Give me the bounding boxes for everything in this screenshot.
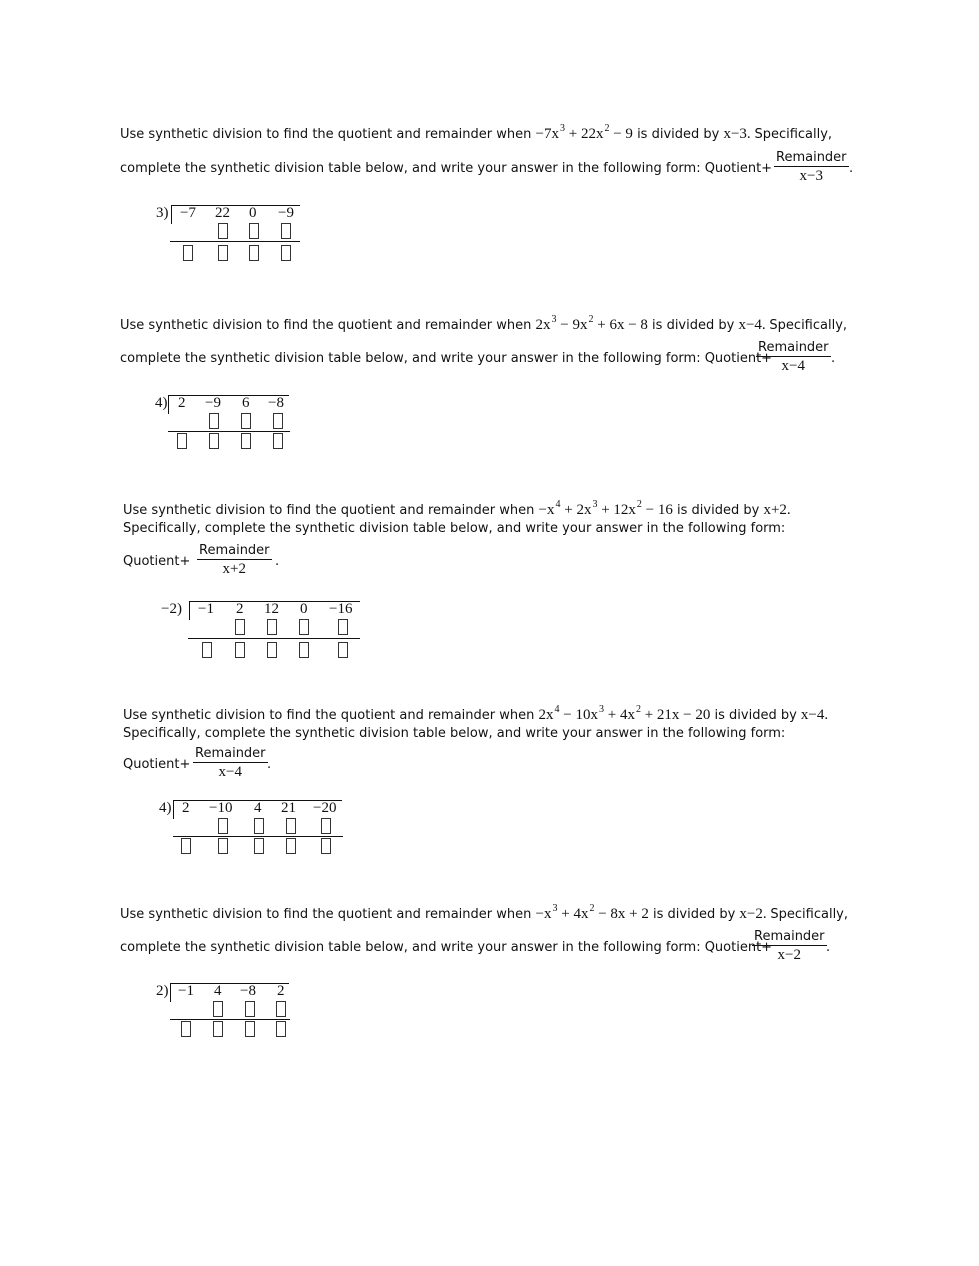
problem-2-instruction: complete the synthetic division table below, and write your answer in the following form: Quotient+ <box>120 351 773 366</box>
polynomial: $-x^4 + 2x^3 + 12x^2 - 16$ <box>538 499 673 518</box>
answer-box[interactable] <box>273 433 283 449</box>
problem-4-statement: Use synthetic division to find the quotient and remainder when $2x^4 - 10x^3 + 4x^2 + 21x - 20$ is divided by x−4. <box>123 704 829 723</box>
answer-box[interactable] <box>183 245 193 261</box>
answer-box[interactable] <box>245 1001 255 1017</box>
coefficient: 4 <box>214 983 222 999</box>
answer-box[interactable] <box>245 1021 255 1037</box>
answer-box[interactable] <box>218 245 228 261</box>
answer-box[interactable] <box>241 413 251 429</box>
problem-1-statement: Use synthetic division to find the quotient and remainder when $-7x^3 + 22x^2 - 9$ is divided by x−3. Specifically, <box>120 123 833 142</box>
coefficient: 2 <box>277 983 285 999</box>
answer-box[interactable] <box>209 413 219 429</box>
table-rule <box>188 638 360 639</box>
coefficient: 22 <box>215 205 230 221</box>
answer-box[interactable] <box>249 245 259 261</box>
coefficient: 21 <box>281 800 296 816</box>
remainder-fraction: Remainder x−4 <box>195 746 266 780</box>
quotient-label: Quotient+ <box>123 554 191 569</box>
problem-2-statement: Use synthetic division to find the quotient and remainder when $2x^3 - 9x^2 + 6x - 8$ is divided by x−4. Specifically, <box>120 314 848 333</box>
coefficient: −1 <box>198 601 214 617</box>
coefficient: −1 <box>178 983 194 999</box>
answer-box[interactable] <box>299 619 309 635</box>
answer-box[interactable] <box>299 642 309 658</box>
table-rule <box>173 836 343 837</box>
polynomial: $-x^3 + 4x^2 - 8x + 2$ <box>535 903 649 922</box>
answer-box[interactable] <box>276 1021 286 1037</box>
answer-box[interactable] <box>213 1021 223 1037</box>
divisor: x+2. <box>763 502 791 518</box>
answer-box[interactable] <box>213 1001 223 1017</box>
polynomial: $-7x^3 + 22x^2 - 9$ <box>535 123 633 142</box>
coefficient: 2 <box>178 395 186 411</box>
answer-box[interactable] <box>181 838 191 854</box>
coefficient: 12 <box>264 601 279 617</box>
answer-box[interactable] <box>286 838 296 854</box>
coefficient: 2 <box>236 601 244 617</box>
answer-box[interactable] <box>267 619 277 635</box>
coefficient: 2 <box>182 800 190 816</box>
remainder-fraction: Remainder x−3 <box>776 150 847 184</box>
answer-box[interactable] <box>209 433 219 449</box>
answer-box[interactable] <box>218 838 228 854</box>
table-divisor: 4) <box>159 800 172 816</box>
answer-box[interactable] <box>181 1021 191 1037</box>
table-divisor: 4) <box>155 395 168 411</box>
table-divisor: 2) <box>156 983 169 999</box>
answer-box[interactable] <box>218 223 228 239</box>
answer-box[interactable] <box>267 642 277 658</box>
answer-box[interactable] <box>281 245 291 261</box>
answer-box[interactable] <box>235 619 245 635</box>
problem-5-instruction: complete the synthetic division table below, and write your answer in the following form: Quotient+ <box>120 940 773 955</box>
problem-4-instruction: Specifically, complete the synthetic division table below, and write your answer in the following form: <box>123 726 786 741</box>
coefficient: −9 <box>205 395 221 411</box>
table-rule <box>170 1019 290 1020</box>
answer-box[interactable] <box>321 838 331 854</box>
table-divisor: 3) <box>156 205 169 221</box>
answer-box[interactable] <box>338 642 348 658</box>
answer-box[interactable] <box>235 642 245 658</box>
answer-box[interactable] <box>276 1001 286 1017</box>
answer-box[interactable] <box>254 838 264 854</box>
answer-box[interactable] <box>249 223 259 239</box>
coefficient: 0 <box>249 205 257 221</box>
coefficient: 6 <box>242 395 250 411</box>
coefficient: −10 <box>209 800 233 816</box>
coefficient: 0 <box>300 601 308 617</box>
table-rule <box>168 431 290 432</box>
coefficient: −8 <box>268 395 284 411</box>
answer-box[interactable] <box>338 619 348 635</box>
answer-box[interactable] <box>177 433 187 449</box>
answer-box[interactable] <box>218 818 228 834</box>
coefficient: −8 <box>240 983 256 999</box>
divisor: x−4. <box>738 317 770 333</box>
problem-1-instruction: complete the synthetic division table below, and write your answer in the following form: Quotient+ <box>120 161 773 176</box>
table-rule <box>170 241 300 242</box>
remainder-fraction: Remainder x−2 <box>754 929 825 963</box>
divisor: x−4. <box>800 707 829 723</box>
answer-box[interactable] <box>286 818 296 834</box>
coefficient: −7 <box>180 205 196 221</box>
answer-box[interactable] <box>321 818 331 834</box>
problem-3-statement: Use synthetic division to find the quotient and remainder when $-x^4 + 2x^3 + 12x^2 - 16$ is divided by x+2. <box>123 499 791 518</box>
problem-3-instruction: Specifically, complete the synthetic division table below, and write your answer in the following form: <box>123 521 786 536</box>
polynomial: $2x^3 - 9x^2 + 6x - 8$ <box>535 314 648 333</box>
table-divisor: −2) <box>161 601 182 617</box>
problem-5-statement: Use synthetic division to find the quotient and remainder when $-x^3 + 4x^2 - 8x + 2$ is divided by x−2. Specifically, <box>120 903 849 922</box>
coefficient: −20 <box>313 800 337 816</box>
polynomial: $2x^4 - 10x^3 + 4x^2 + 21x - 20$ <box>538 704 711 723</box>
divisor: x−2. <box>739 906 771 922</box>
coefficient: 4 <box>254 800 262 816</box>
answer-box[interactable] <box>281 223 291 239</box>
coefficient: −16 <box>329 601 353 617</box>
answer-box[interactable] <box>202 642 212 658</box>
coefficient: −9 <box>278 205 294 221</box>
quotient-label: Quotient+ <box>123 757 191 772</box>
remainder-fraction: Remainder x−4 <box>758 340 829 374</box>
divisor: x−3. <box>723 126 755 142</box>
remainder-fraction: Remainder x+2 <box>199 543 270 577</box>
answer-box[interactable] <box>273 413 283 429</box>
answer-box[interactable] <box>254 818 264 834</box>
answer-box[interactable] <box>241 433 251 449</box>
